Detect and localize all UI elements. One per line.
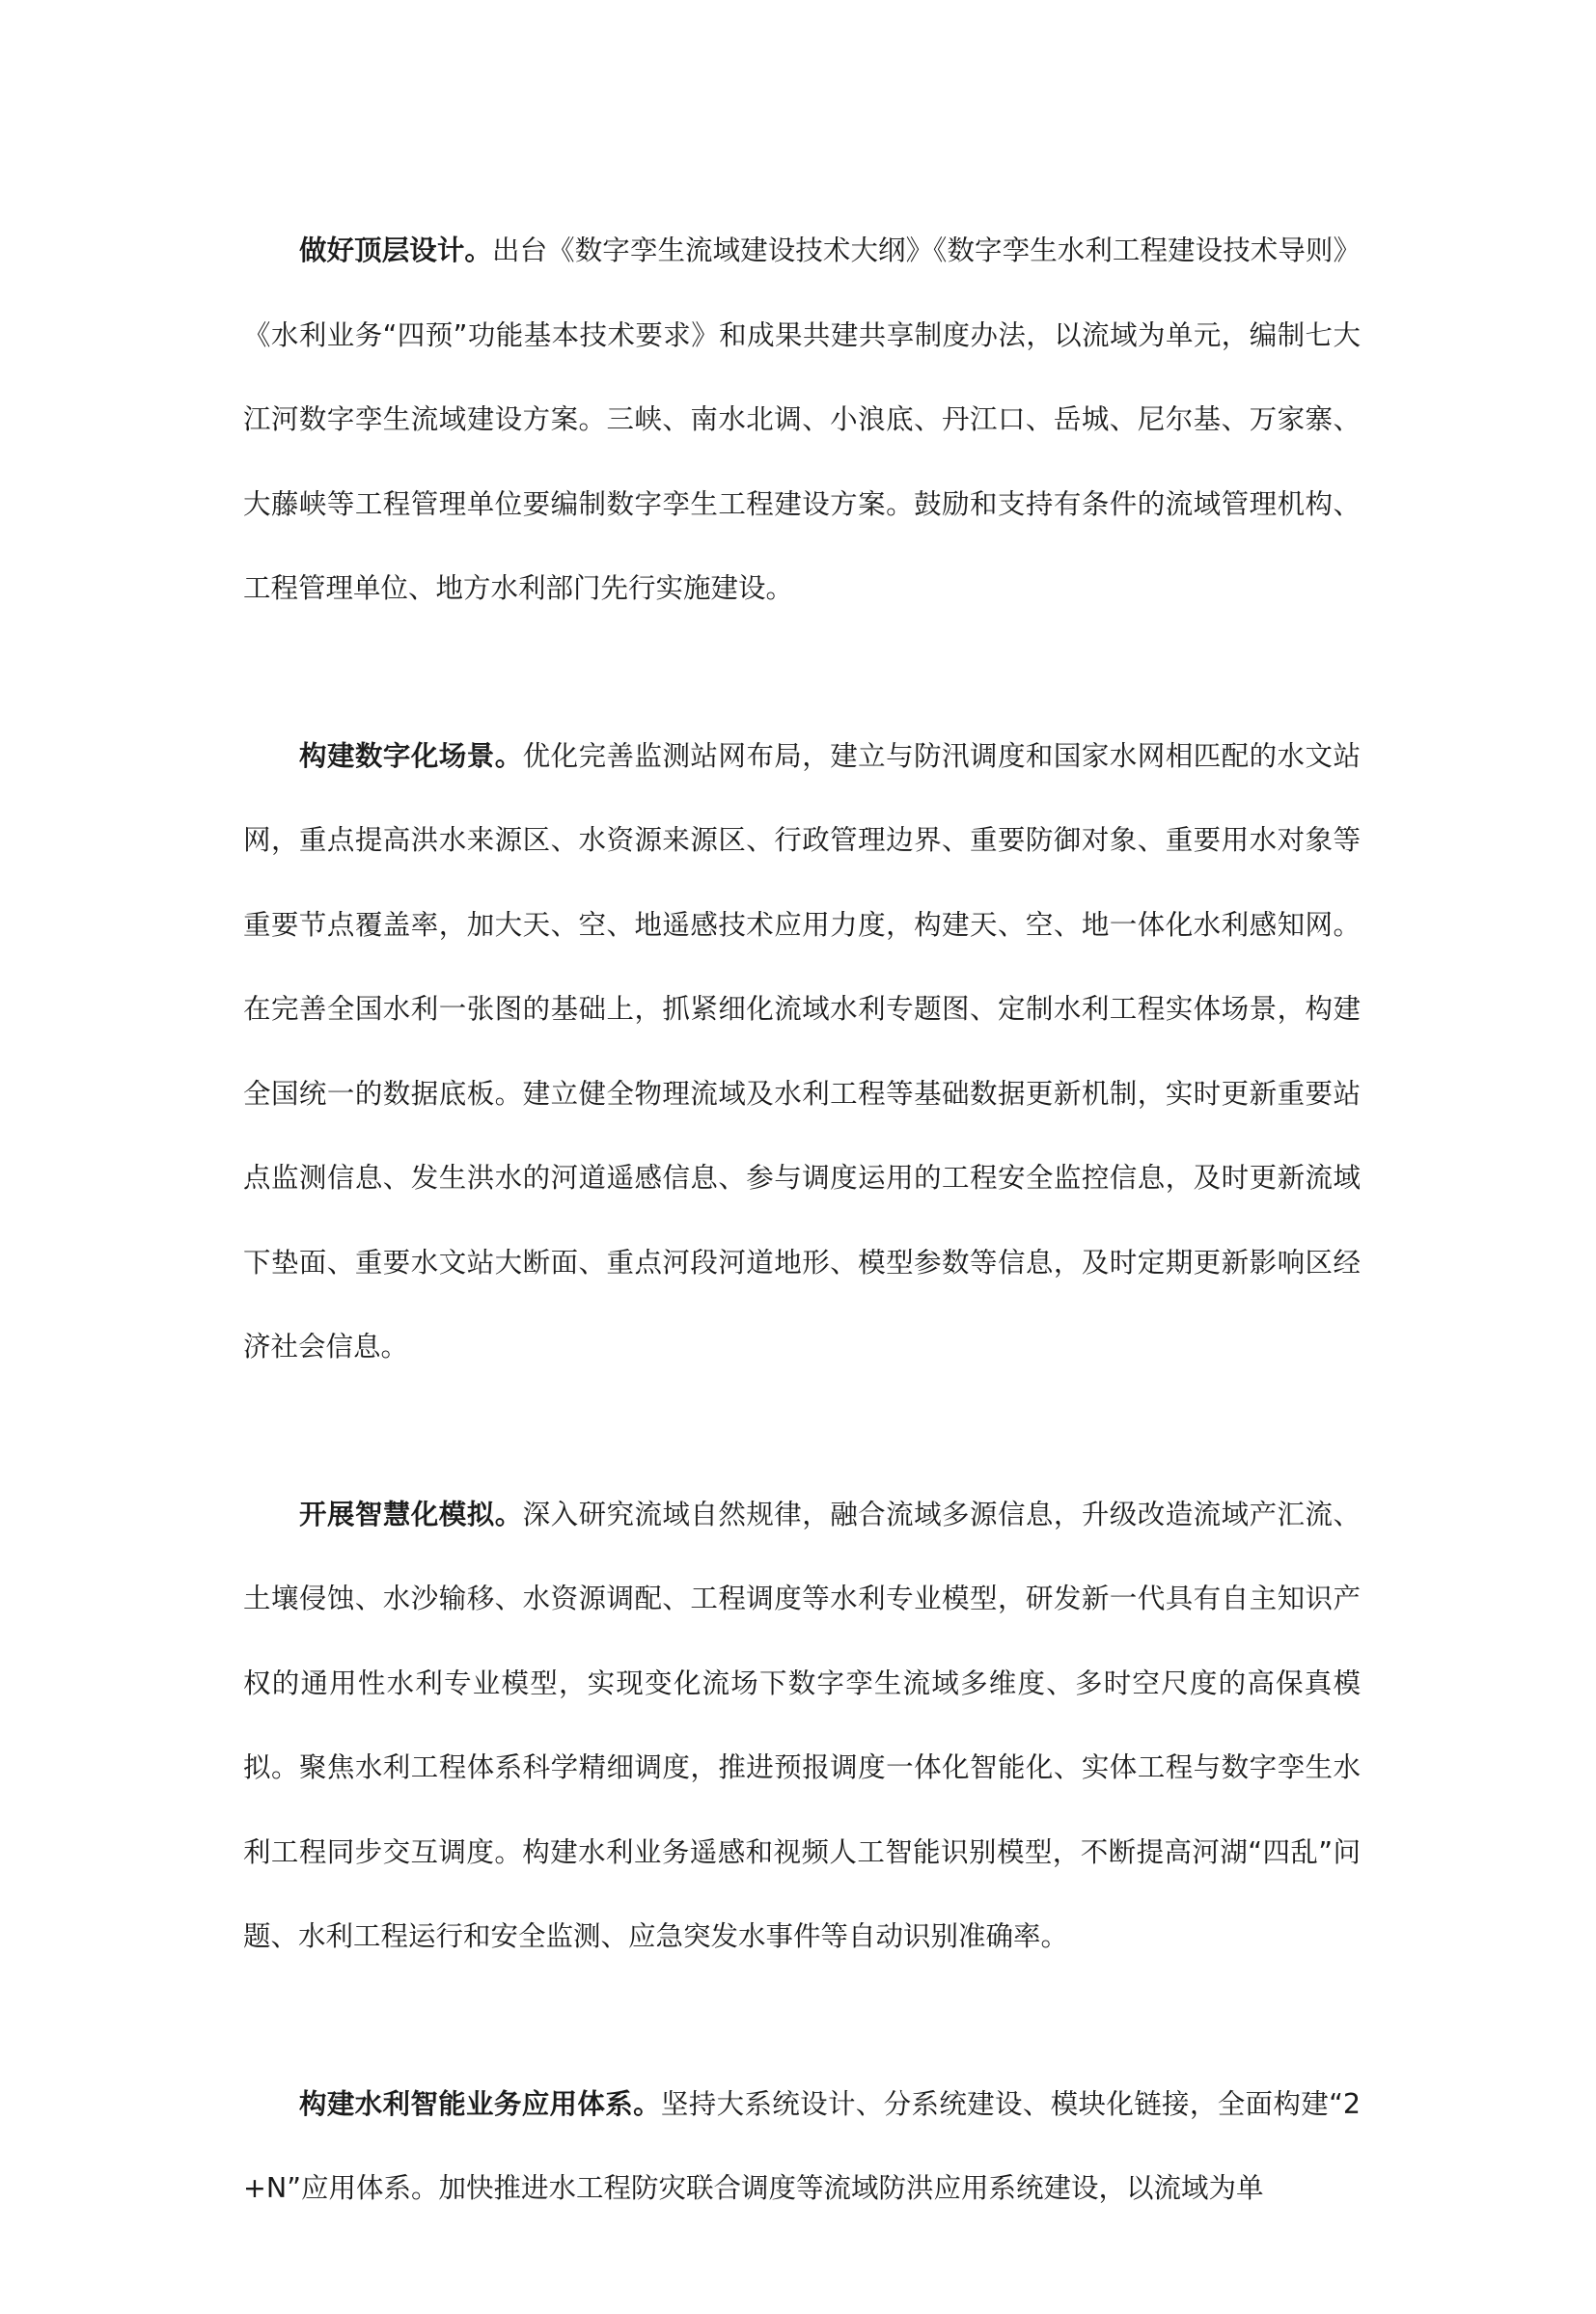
paragraph-text: 优化完善监测站网布局，建立与防汛调度和国家水网相匹配的水文站网，重点提高洪水来源区、水资源来源区、行政管理边界、重要防御对象、重要用水对象等重要节点覆盖率，加大天、空、地遥感技术应用力度，构建天、空、地一体化水利感知网。在完善全国水利一张图的基础上，抓紧细化流域水利专题图、定制水利工程实体场景，构建全国统一的数据底板。建立健全物理流域及水利工程等基础数据更新机制，实时更新重要站点监测信息、发生洪水的河道遥感信息、参与调度运用的工程安全监控信息，及时更新流域下垫面、重要水文站大断面、重点河段河道地形、模型参数等信息，及时定期更新影响区经济社会信息。: [243, 739, 1361, 1363]
paragraph-digital-scene: [243, 714, 1361, 1390]
document-body: [243, 208, 1361, 2314]
paragraph-heading: 开展智慧化模拟。: [299, 1498, 523, 1530]
paragraph-application-system: [243, 2062, 1361, 2231]
paragraph-smart-simulation: [243, 1473, 1361, 1979]
paragraph-text: 深入研究流域自然规律，融合流域多源信息，升级改造流域产汇流、土壤侵蚀、水沙输移、水资源调配、工程调度等水利专业模型，研发新一代具有自主知识产权的通用性水利专业模型，实现变化流场下数字孪生流域多维度、多时空尺度的高保真模拟。聚焦水利工程体系科学精细调度，推进预报调度一体化智能化、实体工程与数字孪生水利工程同步交互调度。构建水利业务遥感和视频人工智能识别模型，不断提高河湖“四乱”问题、水利工程运行和安全监测、应急突发水事件等自动识别准确率。: [243, 1498, 1361, 1952]
paragraph-text: 出台《数字孪生流域建设技术大纲》《数字孪生水利工程建设技术导则》《水利业务“四预”功能基本技术要求》和成果共建共享制度办法，以流域为单元，编制七大江河数字孪生流域建设方案。三峡、南水北调、小浪底、丹江口、岳城、尼尔基、万家寨、大藤峡等工程管理单位要编制数字孪生工程建设方案。鼓励和支持有条件的流域管理机构、工程管理单位、地方水利部门先行实施建设。: [243, 234, 1361, 604]
paragraph-text: 坚持大系统设计、分系统建设、模块化链接，全面构建“2+N”应用体系。加快推进水工程防灾联合调度等流域防洪应用系统建设，以流域为单: [243, 2087, 1361, 2204]
paragraph-heading: 构建数字化场景。: [299, 739, 523, 772]
paragraph-heading: 做好顶层设计。: [299, 234, 493, 266]
paragraph-heading: 构建水利智能业务应用体系。: [299, 2087, 661, 2120]
paragraph-top-level-design: [243, 208, 1361, 631]
